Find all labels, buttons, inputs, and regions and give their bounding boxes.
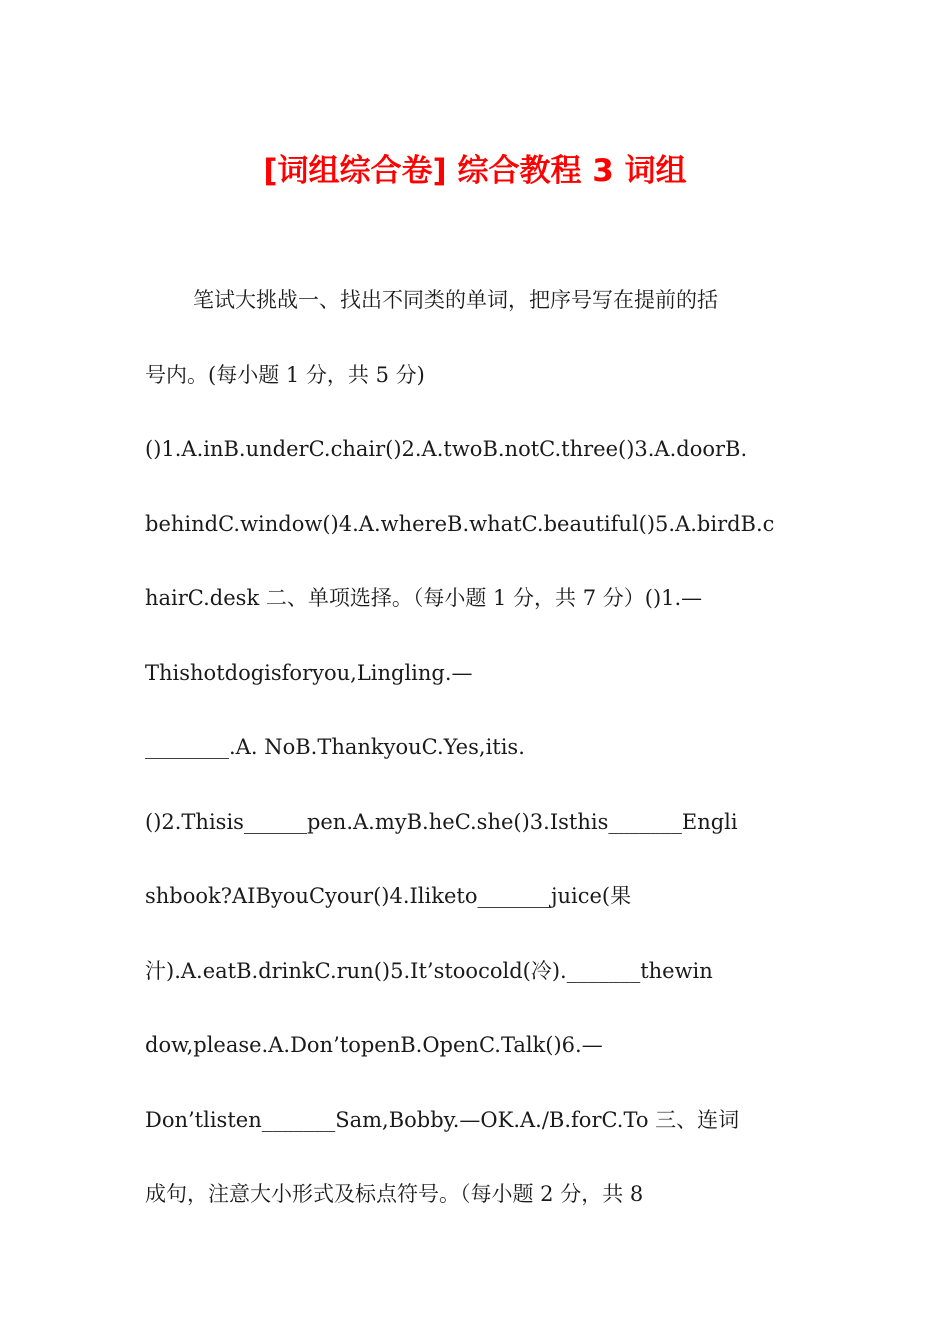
paragraph-line: Don’tlisten_______Sam,Bobby.—OK.A./B.forC.To 三、连词 bbox=[145, 1107, 740, 1132]
paragraph-line: ()1.A.inB.underC.chair()2.A.twoB.notC.three()3.A.doorB. bbox=[145, 437, 748, 461]
paragraph-line: 笔试大挑战一、找出不同类的单词，把序号写在提前的括 bbox=[193, 288, 718, 312]
paragraph-line: 号内。(每小题 1 分，共 5 分) bbox=[145, 362, 425, 387]
paragraph-line: shbook?AIByouCyour()4.Iliketo_______juice(果 bbox=[145, 884, 632, 908]
document-title: [词组综合卷] 综合教程 3 词组 bbox=[263, 153, 687, 189]
paragraph-line: 成句，注意大小形式及标点符号。（每小题 2 分，共 8 bbox=[145, 1182, 644, 1206]
paragraph-line: Thishotdogisforyou,Lingling.— bbox=[145, 660, 473, 685]
paragraph-line: dow,please.A.Don’topenB.OpenC.Talk()6.— bbox=[145, 1033, 603, 1057]
paragraph-line: ________.A. NoB.ThankyouC.Yes,itis. bbox=[145, 735, 525, 759]
document-body bbox=[145, 263, 805, 1232]
paragraph-line: 汁).A.eatB.drinkC.run()5.It’stoocold(冷)._______thewin bbox=[145, 958, 713, 983]
paragraph-line: ()2.Thisis______pen.A.myB.heC.she()3.Isthis_______Engli bbox=[145, 809, 738, 834]
paragraph-line: behindC.window()4.A.whereB.whatC.beautiful()5.A.birdB.c bbox=[145, 511, 775, 536]
paragraph-line: hairC.desk 二、单项选择。（每小题 1 分，共 7 分）()1.— bbox=[145, 586, 703, 610]
